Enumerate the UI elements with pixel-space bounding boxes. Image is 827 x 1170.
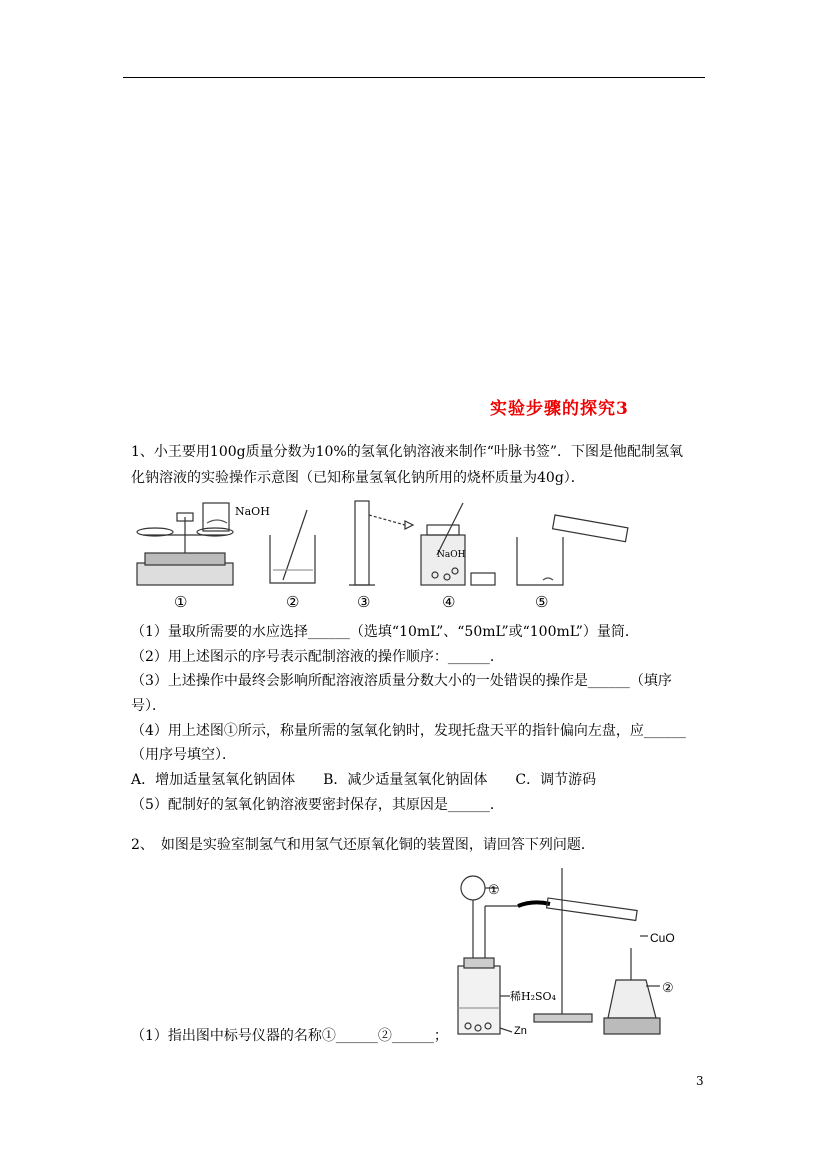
naoh-label-balance: NaOH — [235, 505, 270, 518]
q1-sub3-line1: （3）上述操作中最终会影响所配溶液溶质量分数大小的一处错误的操作是______（填序 — [131, 673, 672, 689]
fig-label-2: ② — [286, 593, 300, 611]
reaction-tube — [547, 898, 638, 920]
fig-label-3: ③ — [357, 593, 371, 611]
header-rule — [123, 77, 705, 78]
cuo-label: CuO — [650, 931, 675, 945]
fig-label-4: ④ — [442, 593, 456, 611]
q1-sub1: （1）量取所需要的水应选择______（选填“10mL”、“50mL”或“100mL”）量筒． — [131, 624, 639, 640]
fig-label-5: ⑤ — [535, 593, 549, 611]
lamp-label: ② — [662, 981, 674, 996]
q2-sub1: （1）指出图中标号仪器的名称①______②______； — [131, 1028, 448, 1044]
q1-operations-figure — [125, 495, 635, 595]
q2-apparatus-figure — [440, 868, 690, 1040]
fig-label-1: ① — [174, 593, 188, 611]
q1-sub2: （2）用上述图示的序号表示配制溶液的操作顺序：______． — [131, 649, 504, 665]
generator-flask — [458, 966, 500, 1034]
q1-sub5: （5）配制好的氢氧化钠溶液要密封保存，其原因是______． — [131, 797, 504, 813]
q1-intro-line2: 化钠溶液的实验操作示意图（已知称量氢氧化钠所用的烧杯质量为40g）． — [131, 470, 585, 486]
balance-sketch — [137, 503, 233, 585]
funnel-bulb — [461, 876, 485, 900]
cylinder-sketch — [349, 501, 413, 585]
q1-sub3-line2: 号）． — [131, 698, 166, 714]
page-number: 3 — [696, 1074, 704, 1088]
section-title: 实验步骤的探究3 — [490, 399, 629, 419]
q1-sub4-line2: （用序号填空）． — [131, 747, 236, 763]
q1-intro-line1: 1、小王要用100g质量分数为10%的氢氧化钠溶液来制作“叶脉书签”．下图是他配制氢氧 — [131, 444, 684, 460]
zn-label: Zn — [514, 1025, 527, 1037]
pouring-sketch — [517, 515, 628, 585]
naoh-label-jar: NaOH — [437, 550, 466, 560]
reagent-jar-sketch — [421, 503, 495, 585]
q1-options: A．增加适量氢氧化钠固体 B．减少适量氢氧化钠固体 C．调节游码 — [131, 772, 597, 788]
beaker-rod-sketch — [270, 510, 315, 583]
acid-label: 稀H₂SO₄ — [510, 990, 556, 1003]
funnel-label: ① — [488, 883, 500, 898]
q1-sub4-line1: （4）用上述图①所示，称量所需的氢氧化钠时，发现托盘天平的指针偏向左盘，应______ — [131, 723, 686, 739]
q2-intro: 2、 如图是实验室制氢气和用氢气还原氧化铜的装置图，请回答下列问题． — [131, 837, 595, 853]
